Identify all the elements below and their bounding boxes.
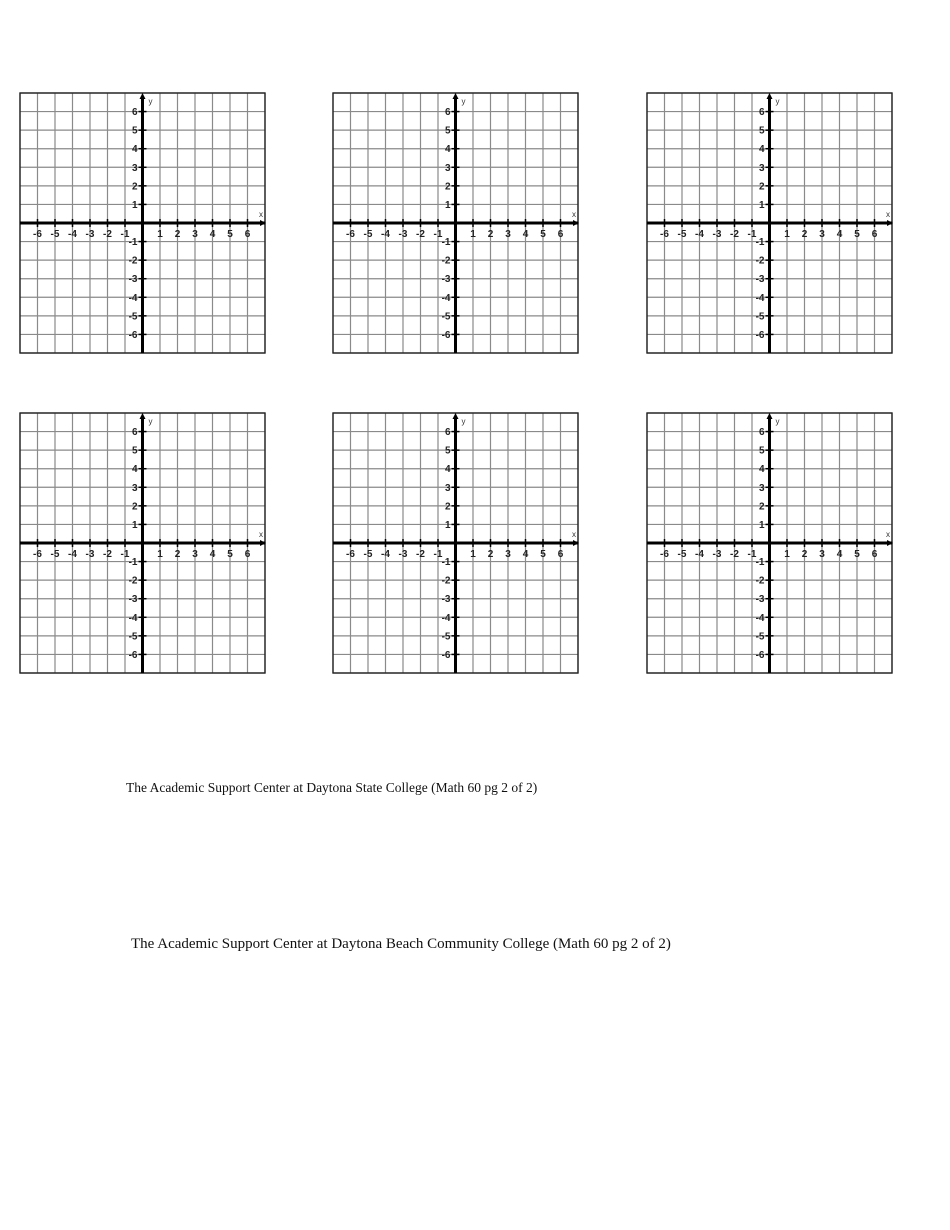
x-tick-label: 1 xyxy=(157,549,163,560)
y-tick-label: 6 xyxy=(444,107,451,119)
grid-svg xyxy=(20,93,265,353)
x-tick-label: -2 xyxy=(103,229,112,240)
x-tick-label: -1 xyxy=(433,229,443,240)
y-axis-label: y xyxy=(148,97,153,106)
y-axis-arrow xyxy=(453,93,459,99)
y-tick-label: -3 xyxy=(755,274,765,286)
y-tick-label: 5 xyxy=(758,445,765,457)
y-tick-label: -5 xyxy=(441,631,451,643)
x-tick-label: -4 xyxy=(695,549,704,560)
y-tick-label: -5 xyxy=(128,311,138,323)
x-tick-label: -1 xyxy=(747,549,757,560)
x-tick-label: 1 xyxy=(470,549,476,560)
y-tick-label: 2 xyxy=(444,181,451,193)
grid-svg xyxy=(20,413,265,673)
x-tick-label: 4 xyxy=(209,229,216,240)
y-tick-label: -1 xyxy=(128,557,138,569)
y-tick-label: -6 xyxy=(755,649,765,661)
x-tick-label: -5 xyxy=(677,549,687,560)
x-tick-label: 4 xyxy=(836,229,843,240)
x-tick-label: -1 xyxy=(120,229,130,240)
grid-svg xyxy=(333,413,578,673)
y-tick-label: -6 xyxy=(128,649,138,661)
x-tick-label: -6 xyxy=(346,229,355,240)
y-tick-label: -4 xyxy=(441,292,451,304)
x-tick-label: -3 xyxy=(85,549,95,560)
x-tick-label: 4 xyxy=(209,549,216,560)
x-tick-label: -6 xyxy=(33,229,42,240)
x-tick-label: 5 xyxy=(227,229,233,240)
coordinate-grid-4 xyxy=(20,413,265,673)
x-tick-label: -6 xyxy=(660,549,669,560)
coordinate-grid-1 xyxy=(20,93,265,353)
x-tick-label: -2 xyxy=(730,229,739,240)
y-tick-label: -4 xyxy=(441,612,451,624)
y-tick-label: 2 xyxy=(444,501,451,513)
x-tick-label: 3 xyxy=(819,229,825,240)
coordinate-grid-6 xyxy=(647,413,892,673)
y-tick-label: -6 xyxy=(441,329,451,341)
y-tick-label: 2 xyxy=(758,501,765,513)
x-tick-label: 2 xyxy=(174,549,181,560)
x-tick-label: 5 xyxy=(854,229,860,240)
footer-text-state-college: The Academic Support Center at Daytona State College (Math 60 pg 2 of 2) xyxy=(126,780,538,795)
x-tick-label: -1 xyxy=(433,549,443,560)
y-tick-label: -3 xyxy=(755,594,765,606)
y-tick-label: -4 xyxy=(128,292,138,304)
x-tick-label: -3 xyxy=(85,229,95,240)
x-tick-label: 1 xyxy=(784,549,790,560)
y-tick-label: 4 xyxy=(444,464,451,476)
y-tick-label: 5 xyxy=(131,125,138,137)
y-axis-label: y xyxy=(775,417,780,426)
y-tick-label: -3 xyxy=(128,594,138,606)
x-tick-label: 4 xyxy=(836,549,843,560)
y-tick-label: 3 xyxy=(758,482,765,494)
x-tick-label: 1 xyxy=(157,229,163,240)
x-tick-label: -3 xyxy=(712,229,722,240)
x-tick-label: -2 xyxy=(103,549,112,560)
grid-svg xyxy=(333,93,578,353)
x-tick-label: 6 xyxy=(244,229,251,240)
grid-svg xyxy=(647,93,892,353)
x-tick-label: 4 xyxy=(522,549,529,560)
x-tick-label: 2 xyxy=(174,229,181,240)
x-tick-label: -3 xyxy=(398,549,408,560)
x-tick-label: 6 xyxy=(557,229,564,240)
y-tick-label: -1 xyxy=(441,237,451,249)
y-tick-label: 4 xyxy=(131,144,138,156)
x-axis-label: x xyxy=(572,530,576,539)
x-tick-label: -2 xyxy=(416,229,425,240)
y-tick-label: 2 xyxy=(758,181,765,193)
y-tick-label: -2 xyxy=(755,575,765,587)
y-axis-label: y xyxy=(148,417,153,426)
x-tick-label: -6 xyxy=(660,229,669,240)
y-axis-arrow xyxy=(140,93,146,99)
x-tick-label: 6 xyxy=(244,549,251,560)
x-tick-label: -4 xyxy=(68,549,77,560)
y-tick-label: 3 xyxy=(131,482,138,494)
y-axis-label: y xyxy=(775,97,780,106)
x-tick-label: 2 xyxy=(801,549,808,560)
x-tick-label: -5 xyxy=(677,229,687,240)
y-tick-label: 1 xyxy=(758,199,765,211)
y-tick-label: -3 xyxy=(128,274,138,286)
y-tick-label: 5 xyxy=(131,445,138,457)
y-tick-label: 5 xyxy=(444,445,451,457)
x-tick-label: -2 xyxy=(416,549,425,560)
x-tick-label: -6 xyxy=(346,549,355,560)
y-tick-label: 3 xyxy=(444,162,451,174)
x-axis-label: x xyxy=(572,210,576,219)
x-tick-label: 3 xyxy=(192,229,198,240)
y-tick-label: 6 xyxy=(758,107,765,119)
x-tick-label: 4 xyxy=(522,229,529,240)
y-tick-label: -2 xyxy=(441,255,451,267)
y-tick-label: -5 xyxy=(755,311,765,323)
x-tick-label: 2 xyxy=(801,229,808,240)
y-tick-label: -6 xyxy=(441,649,451,661)
x-tick-label: -1 xyxy=(120,549,130,560)
y-axis-arrow xyxy=(140,413,146,419)
y-tick-label: 3 xyxy=(758,162,765,174)
y-tick-label: -6 xyxy=(755,329,765,341)
y-tick-label: 6 xyxy=(131,107,138,119)
y-tick-label: 1 xyxy=(758,519,765,531)
x-tick-label: 6 xyxy=(871,549,878,560)
x-tick-label: 1 xyxy=(470,229,476,240)
x-tick-label: 3 xyxy=(505,229,511,240)
y-tick-label: 5 xyxy=(444,125,451,137)
y-axis-arrow xyxy=(453,413,459,419)
y-tick-label: 3 xyxy=(131,162,138,174)
y-tick-label: -2 xyxy=(128,255,138,267)
x-tick-label: -5 xyxy=(50,549,60,560)
y-axis-arrow xyxy=(767,413,773,419)
coordinate-grid-5 xyxy=(333,413,578,673)
y-tick-label: -1 xyxy=(755,237,765,249)
y-tick-label: 6 xyxy=(131,427,138,439)
y-tick-label: -6 xyxy=(128,329,138,341)
y-tick-label: 4 xyxy=(444,144,451,156)
x-tick-label: 3 xyxy=(505,549,511,560)
x-tick-label: -4 xyxy=(695,229,704,240)
y-tick-label: 2 xyxy=(131,181,138,193)
coordinate-grid-3 xyxy=(647,93,892,353)
x-tick-label: -5 xyxy=(363,229,373,240)
y-tick-label: -3 xyxy=(441,594,451,606)
coordinate-grid-2 xyxy=(333,93,578,353)
y-axis-label: y xyxy=(461,417,466,426)
x-tick-label: 6 xyxy=(871,229,878,240)
y-tick-label: -1 xyxy=(441,557,451,569)
x-tick-label: -3 xyxy=(398,229,408,240)
y-tick-label: 1 xyxy=(131,199,138,211)
y-tick-label: -2 xyxy=(128,575,138,587)
y-tick-label: -4 xyxy=(128,612,138,624)
x-tick-label: 5 xyxy=(540,549,546,560)
y-tick-label: -1 xyxy=(755,557,765,569)
y-axis-label: y xyxy=(461,97,466,106)
x-tick-label: -2 xyxy=(730,549,739,560)
x-axis-label: x xyxy=(259,530,263,539)
y-tick-label: 5 xyxy=(758,125,765,137)
x-tick-label: 2 xyxy=(487,549,494,560)
x-tick-label: 3 xyxy=(192,549,198,560)
y-tick-label: -5 xyxy=(441,311,451,323)
y-axis-arrow xyxy=(767,93,773,99)
x-axis-label: x xyxy=(886,530,890,539)
x-tick-label: 5 xyxy=(854,549,860,560)
y-tick-label: -1 xyxy=(128,237,138,249)
y-tick-label: 2 xyxy=(131,501,138,513)
y-tick-label: -4 xyxy=(755,612,765,624)
x-tick-label: -4 xyxy=(381,549,390,560)
x-axis-label: x xyxy=(886,210,890,219)
y-tick-label: 1 xyxy=(444,199,451,211)
y-tick-label: -3 xyxy=(441,274,451,286)
y-tick-label: 4 xyxy=(131,464,138,476)
x-axis-label: x xyxy=(259,210,263,219)
footer-text-community-college: The Academic Support Center at Daytona Beach Community College (Math 60 pg 2 of 2) xyxy=(131,936,671,952)
x-tick-label: -6 xyxy=(33,549,42,560)
y-tick-label: -5 xyxy=(128,631,138,643)
x-tick-label: -4 xyxy=(381,229,390,240)
y-tick-label: 6 xyxy=(444,427,451,439)
y-tick-label: 1 xyxy=(444,519,451,531)
y-tick-label: -2 xyxy=(755,255,765,267)
x-tick-label: 5 xyxy=(540,229,546,240)
x-tick-label: -1 xyxy=(747,229,757,240)
x-tick-label: -3 xyxy=(712,549,722,560)
y-tick-label: 4 xyxy=(758,464,765,476)
x-tick-label: 6 xyxy=(557,549,564,560)
x-tick-label: -5 xyxy=(50,229,60,240)
x-tick-label: 2 xyxy=(487,229,494,240)
y-tick-label: 3 xyxy=(444,482,451,494)
y-tick-label: 6 xyxy=(758,427,765,439)
y-tick-label: -2 xyxy=(441,575,451,587)
x-tick-label: 5 xyxy=(227,549,233,560)
x-tick-label: 1 xyxy=(784,229,790,240)
grid-svg xyxy=(647,413,892,673)
y-tick-label: -5 xyxy=(755,631,765,643)
x-tick-label: -5 xyxy=(363,549,373,560)
y-tick-label: 1 xyxy=(131,519,138,531)
y-tick-label: -4 xyxy=(755,292,765,304)
x-tick-label: 3 xyxy=(819,549,825,560)
y-tick-label: 4 xyxy=(758,144,765,156)
x-tick-label: -4 xyxy=(68,229,77,240)
